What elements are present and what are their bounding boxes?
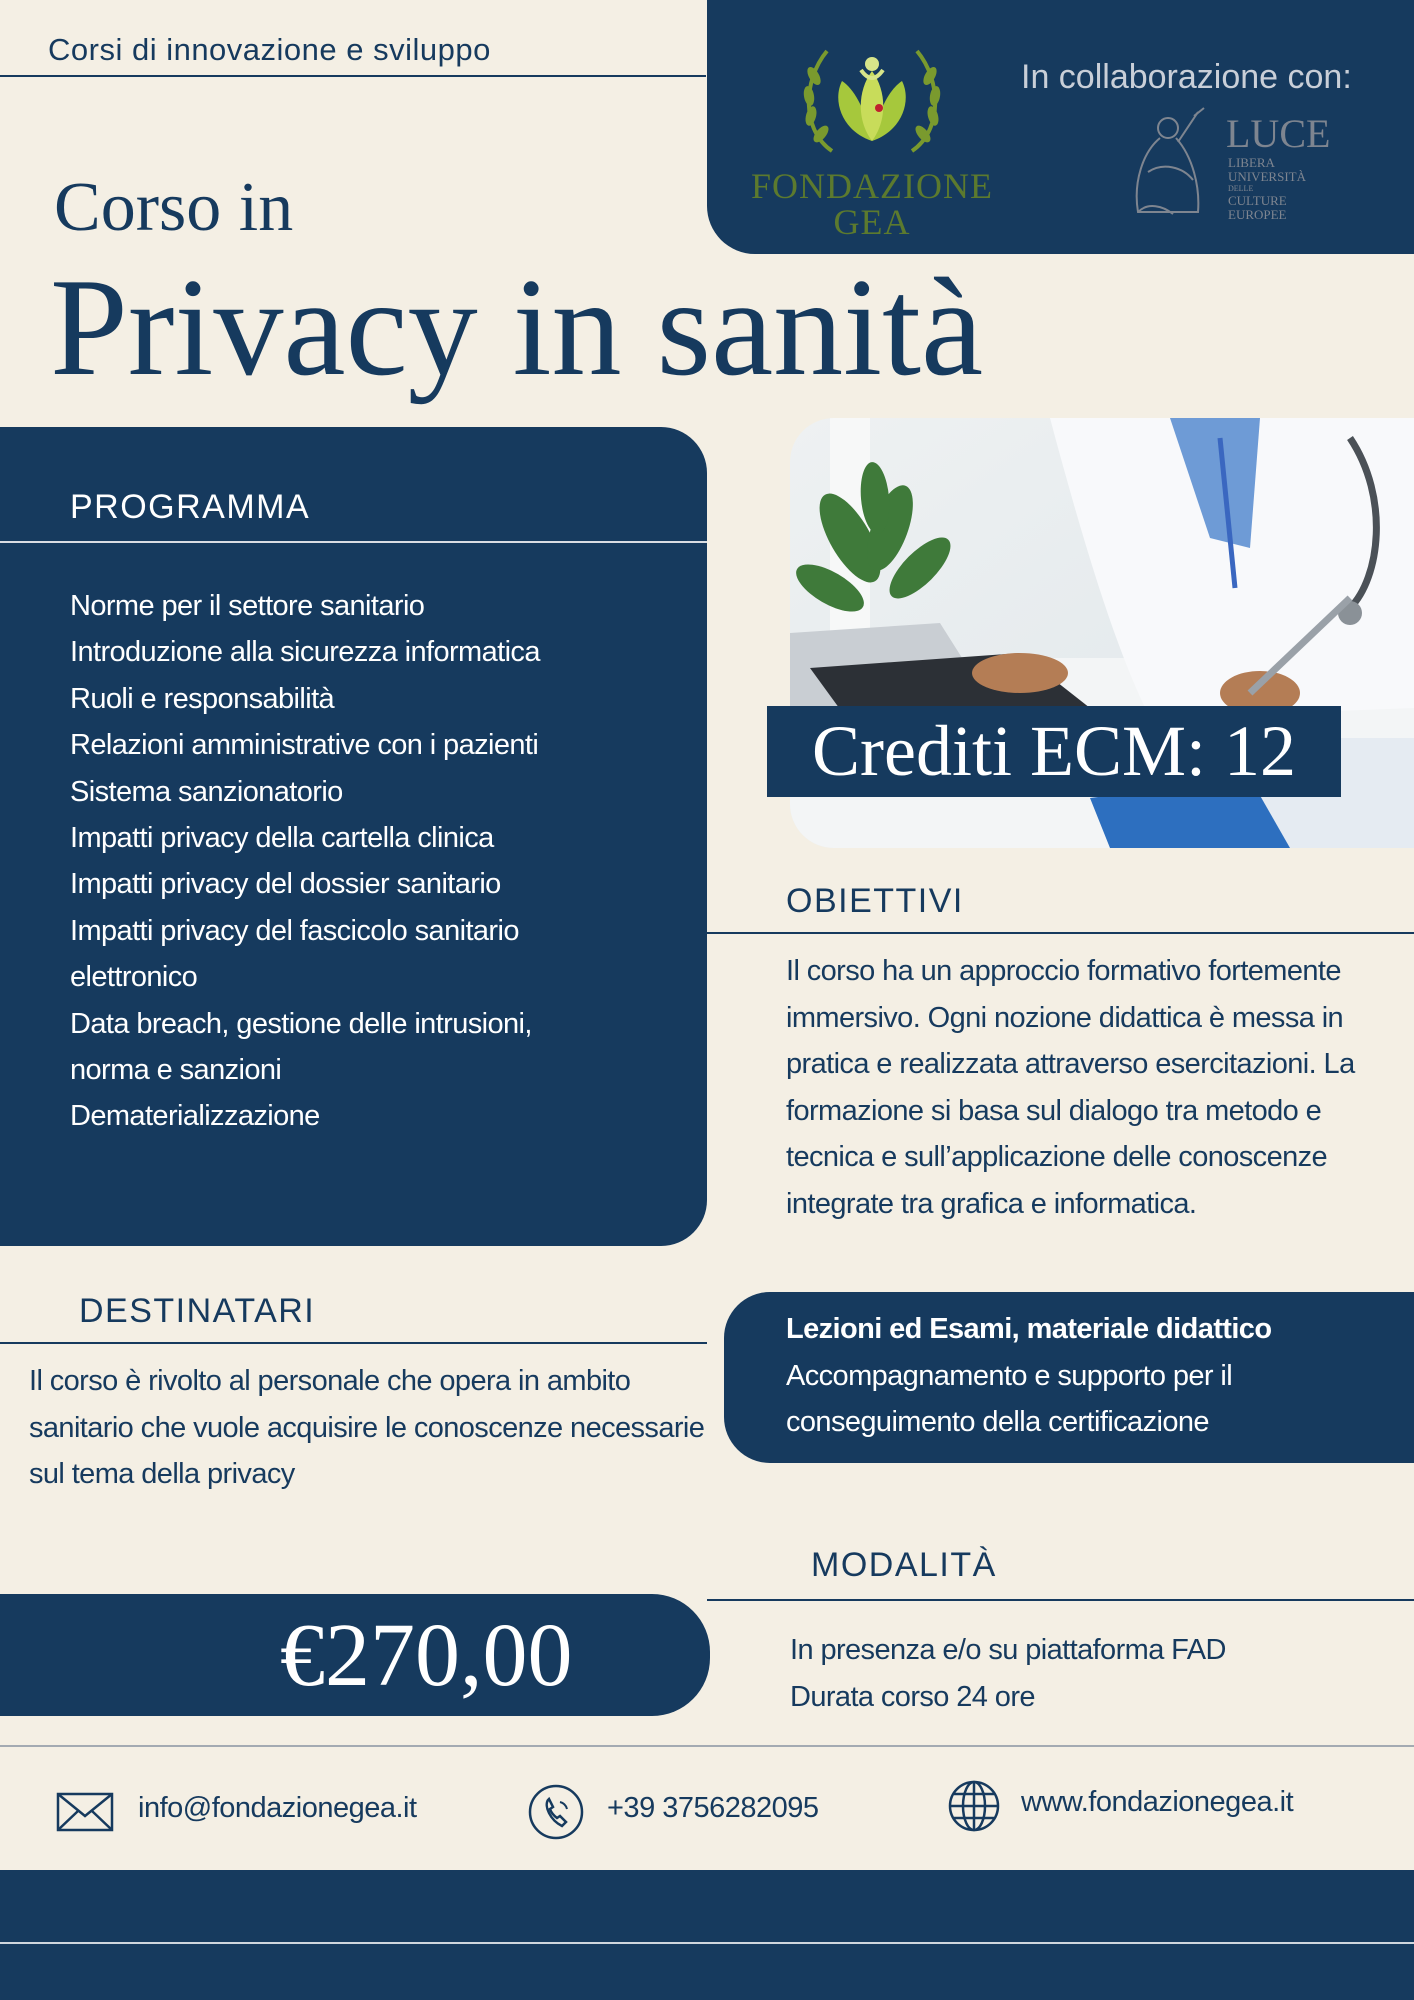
partner-logo-name: LUCE (1226, 111, 1331, 156)
collaboration-label: In collaborazione con: (1021, 58, 1352, 96)
mode-line1: In presenza e/o su piattaforma FAD (790, 1634, 1226, 1666)
price: €270,00 (280, 1605, 573, 1705)
objectives-divider (707, 932, 1414, 934)
partner-logo-line2: UNIVERSITÀ (1228, 169, 1306, 184)
envelope-icon (56, 1782, 116, 1842)
foundation-name-line2: GEA (833, 202, 911, 242)
lessons-text: Accompagnamento e supporto per il conseguimento della certificazione (786, 1359, 1233, 1438)
program-item: Dematerializzazione (70, 1100, 320, 1133)
website-link[interactable]: www.fondazionegea.it (1021, 1786, 1294, 1818)
program-item: Sistema sanzionatorio (70, 775, 343, 808)
foundation-logo-emblem (797, 36, 947, 166)
course-title: Privacy in sanità (50, 250, 984, 405)
contacts-divider (0, 1745, 1414, 1747)
foundation-name (742, 168, 1002, 240)
program-item: Introduzione alla sicurezza informatica (70, 636, 540, 669)
mode-text (790, 1627, 1390, 1720)
program-item: Norme per il settore sanitario (70, 590, 425, 622)
partner-logo-line5: EUROPEE (1228, 207, 1287, 222)
email-link[interactable]: info@fondazionegea.it (138, 1792, 417, 1824)
program-item: Impatti privacy del dossier sanitario (70, 868, 501, 901)
program-list (70, 583, 680, 1140)
course-title-prefix: Corso in (54, 169, 294, 246)
series-label: Corsi di innovazione e sviluppo (48, 32, 491, 67)
program-item: Ruoli e responsabilità (70, 682, 335, 715)
partner-logo-subtitle (1228, 156, 1306, 222)
foundation-name-line1: FONDAZIONE (751, 166, 993, 206)
mode-line2: Durata corso 24 ore (790, 1680, 1035, 1713)
partner-logo-line1: LIBERA (1228, 155, 1275, 170)
program-item: Relazioni amministrative con i pazienti (70, 729, 539, 762)
header-divider (0, 75, 706, 77)
partner-logo (1108, 102, 1331, 224)
mode-heading: MODALITÀ (811, 1546, 997, 1584)
partner-logo-line4: CULTURE (1228, 193, 1287, 208)
lessons-heading: Lezioni ed Esami, materiale didattico (786, 1313, 1272, 1345)
audience-heading: DESTINATARI (79, 1292, 316, 1330)
program-divider (0, 541, 707, 543)
mode-divider (707, 1599, 1414, 1601)
objectives-heading: OBIETTIVI (786, 882, 964, 920)
objectives-text: Il corso ha un approccio formativo fortemente immersivo. Ogni nozione didattica è messa in pratica e realizzata attraverso esercitazioni. La formazione si basa sul dialogo tra metodo e tecnica e sull’applicazione delle conoscenze integrate tra grafica e informatica. (786, 955, 1355, 1220)
footer-divider (0, 1942, 1414, 1944)
audience-divider (0, 1342, 707, 1344)
globe-icon (944, 1776, 1004, 1836)
partner-logo-line3: DELLE (1228, 184, 1254, 193)
audience-text: Il corso è rivolto al personale che opera in ambito sanitario che vuole acquisire le conoscenze necessarie sul tema della privacy (29, 1365, 705, 1490)
program-item: Impatti privacy del fascicolo sanitario elettronico (70, 914, 519, 994)
footer-band (0, 1870, 1414, 2000)
program-item: Data breach, gestione delle intrusioni, norma e sanzioni (70, 1007, 532, 1087)
phone-icon (526, 1782, 586, 1842)
program-item: Impatti privacy della cartella clinica (70, 822, 494, 855)
program-heading: PROGRAMMA (70, 488, 311, 526)
lessons-text-block (786, 1306, 1386, 1446)
credits-badge: Crediti ECM: 12 (767, 706, 1341, 797)
phone-link[interactable]: +39 3756282095 (607, 1792, 819, 1824)
